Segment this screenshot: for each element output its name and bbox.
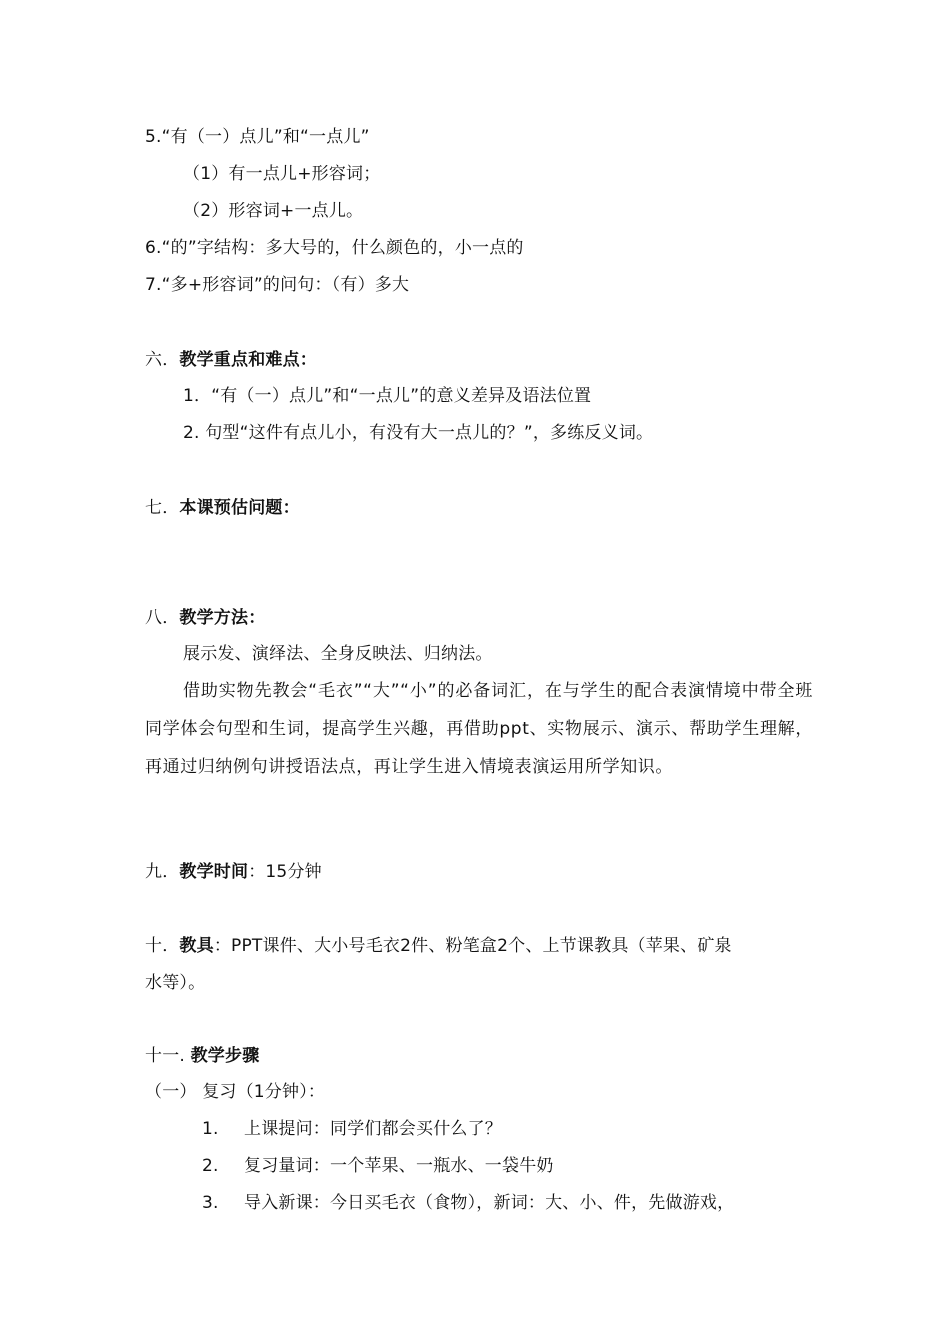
section-6-heading xyxy=(145,349,317,371)
section-7-title: 本课预估问题： xyxy=(179,498,300,518)
section-11-step xyxy=(202,1155,554,1177)
section-8-paragraph: 借助实物先教会“毛衣”“大”“小”的必备词汇，在与学生的配合表演情境中带全班同学体会句型和生词，提高学生兴趣，再借助ppt、实物展示、演示、帮助学生理解，再通过归纳例句讲授语法点，再让学生进入情境表演运用所学知识。 xyxy=(145,681,813,777)
section-11-sub-1: （一） 复习（1分钟）： xyxy=(145,1082,326,1102)
step-number: 1. xyxy=(202,1119,219,1139)
section-9-title: 教学时间 xyxy=(179,862,249,882)
grammar-item-6: 6.“的”字结构：多大号的，什么颜色的，小一点的 xyxy=(145,238,524,258)
grammar-item-5-sub-2: （2）形容词+一点儿。 xyxy=(183,201,364,221)
step-number: 3. xyxy=(202,1193,219,1213)
section-9-value: ：15分钟 xyxy=(248,862,322,882)
section-6-item-1: 1．“有（一）点儿”和“一点儿”的意义差异及语法位置 xyxy=(183,386,592,406)
section-8-heading xyxy=(145,607,265,629)
section-11-step xyxy=(202,1192,734,1214)
section-6-prefix: 六． xyxy=(145,350,180,370)
section-11-prefix: 十一. xyxy=(145,1046,191,1066)
section-7-heading xyxy=(145,497,300,519)
section-11-title: 教学步骤 xyxy=(190,1046,260,1066)
step-number: 2. xyxy=(202,1156,219,1176)
section-10-value-line-1: ：PPT课件、大小号毛衣2件、粉笔盒2个、上节课教具（苹果、矿泉 xyxy=(213,936,732,956)
section-10-prefix: 十． xyxy=(145,936,180,956)
section-10-heading xyxy=(145,935,732,957)
section-11-step xyxy=(202,1118,502,1140)
section-9-heading xyxy=(145,861,322,883)
section-6-title: 教学重点和难点： xyxy=(179,350,318,370)
section-8-prefix: 八． xyxy=(145,608,180,628)
section-8-methods: 展示发、演绎法、全身反映法、归纳法。 xyxy=(183,644,493,664)
section-6-item-2: 2. 句型“这件有点儿小，有没有大一点儿的？”，多练反义词。 xyxy=(183,423,654,443)
step-text: 导入新课：今日买毛衣（食物），新词：大、小、件，先做游戏， xyxy=(244,1193,735,1213)
section-11-heading xyxy=(145,1045,259,1067)
grammar-item-5-title: 5.“有（一）点儿”和“一点儿” xyxy=(145,127,370,147)
step-text: 复习量词：一个苹果、一瓶水、一袋牛奶 xyxy=(244,1156,554,1176)
section-9-prefix: 九． xyxy=(145,862,180,882)
grammar-item-5-sub-1: （1）有一点儿+形容词； xyxy=(183,164,381,184)
section-8-title: 教学方法： xyxy=(179,608,266,628)
step-text: 上课提问：同学们都会买什么了？ xyxy=(244,1119,502,1139)
section-10-title: 教具 xyxy=(179,936,214,956)
section-7-prefix: 七． xyxy=(145,498,180,518)
grammar-item-7: 7.“多+形容词”的问句：（有）多大 xyxy=(145,275,410,295)
section-10-value-line-2: 水等）。 xyxy=(145,973,206,993)
